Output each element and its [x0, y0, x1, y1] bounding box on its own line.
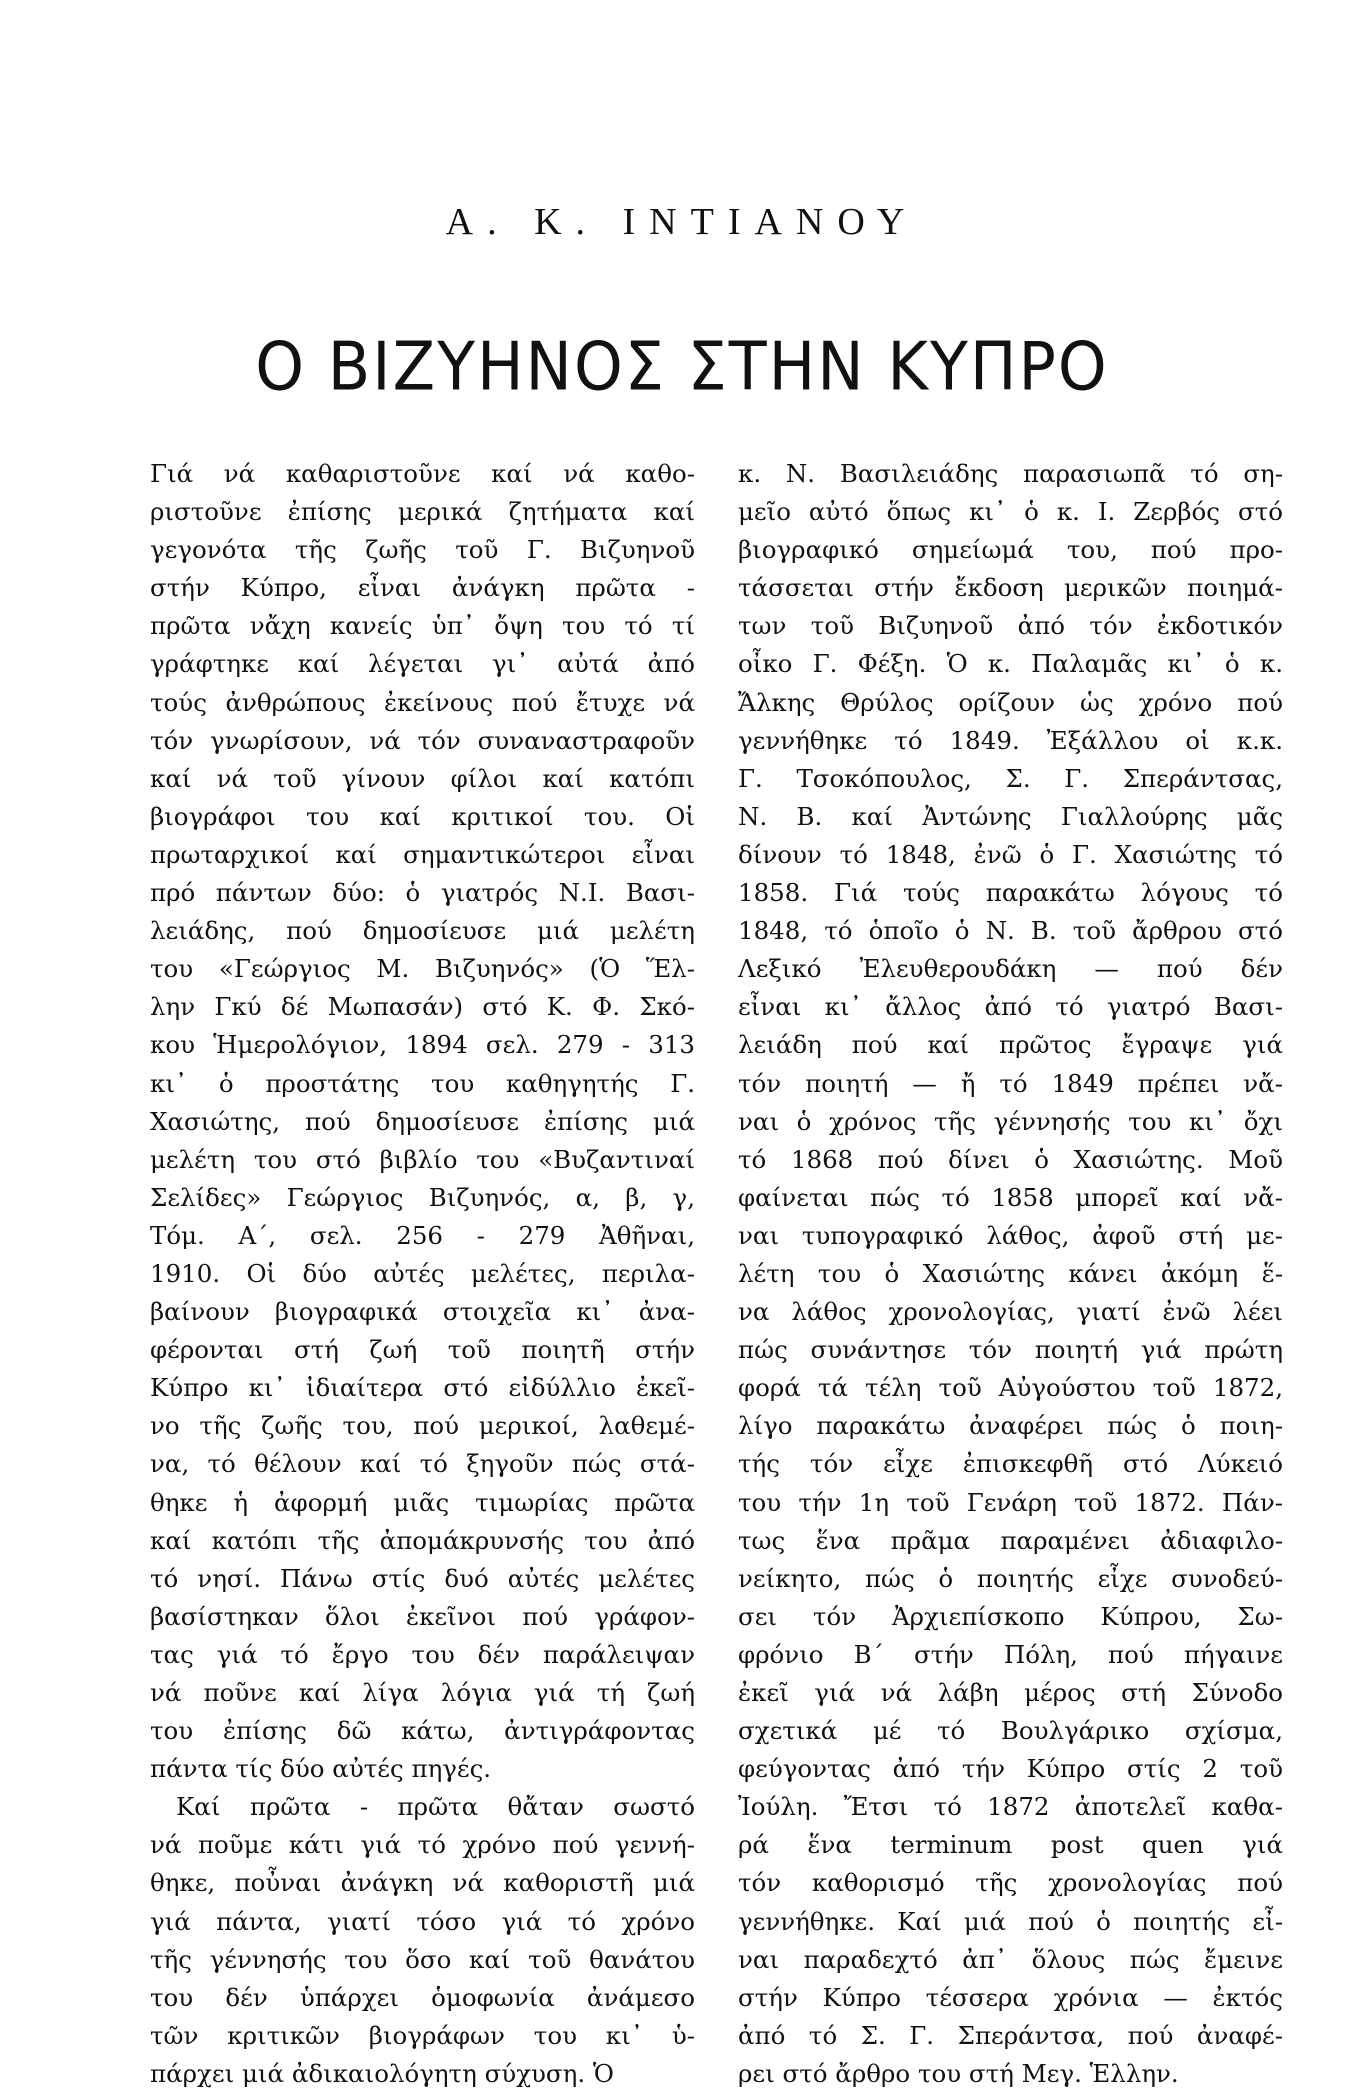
text-line: γεννήθηκε. Καί μιά πού ὁ ποιητής εἶ- [738, 1906, 1283, 1936]
text-line: του δέν ὑπάρχει ὁμοφωνία ἀνάμεσο [150, 1982, 695, 2012]
text-line: εἶναι κι᾿ ἄλλος ἀπό τό γιατρό Βασι- [738, 992, 1283, 1022]
text-line: βιογράφοι του καί κριτικοί του. Οἱ [150, 801, 695, 831]
text-line: Καί πρῶτα - πρῶτα θἄταν σωστό [176, 1792, 695, 1822]
text-line: μεῖο αὐτό ὅπως κι᾿ ὁ κ. Ι. Ζερβός στό [738, 497, 1283, 527]
text-line: Ἄλκης Θρύλος ορίζουν ὡς χρόνο πού [738, 687, 1283, 717]
text-line: Τόμ. Α΄, σελ. 256 - 279 Ἀθῆναι, [150, 1220, 695, 1250]
text-line: πώς συνάντησε τόν ποιητή γιά πρώτη [738, 1335, 1283, 1365]
text-line: βαίνουν βιογραφικά στοιχεῖα κι᾿ ἀνα- [150, 1297, 695, 1327]
text-line: Κύπρο κι᾿ ἰδιαίτερα στό εἰδύλλιο ἐκεῖ- [150, 1373, 695, 1403]
text-line: νείκητο, πώς ὁ ποιητής εἶχε συνοδεύ- [738, 1563, 1283, 1593]
text-line: φέρονται στή ζωή τοῦ ποιητῆ στήν [150, 1335, 695, 1365]
text-line: τούς ἀνθρώπους ἐκείνους πού ἔτυχε νά [150, 687, 695, 717]
text-line: ρά ἕνα terminum post quen γιά [738, 1830, 1283, 1860]
text-line: τας γιά τό ἔργο του δέν παράλειψαν [150, 1639, 695, 1669]
text-line: τόν γνωρίσουν, νά τόν συναναστραφοῦν [150, 725, 695, 755]
text-line: σει τόν Ἀρχιεπίσκοπο Κύπρου, Σω- [738, 1601, 1283, 1631]
text-line: βιογραφικό σημείωμά του, πού προ- [738, 535, 1283, 565]
text-line: τῶν κριτικῶν βιογράφων του κι᾿ ὑ- [150, 2020, 695, 2050]
text-line: τάσσεται στήν ἔκδοση μερικῶν ποιημά- [738, 573, 1283, 603]
text-line: τής τόν εἶχε ἐπισκεφθῆ στό Λύκειό [738, 1449, 1283, 1479]
left-text-column [150, 455, 695, 2093]
text-line: 1910. Οἱ δύο αὐτές μελέτες, περιλα- [150, 1258, 695, 1288]
text-line: νά ποῦμε κάτι γιά τό χρόνο πού γεννή- [150, 1830, 695, 1860]
text-line: λίγο παρακάτω ἀναφέρει πώς ὁ ποιη- [738, 1411, 1283, 1441]
text-line: Γ. Τσοκόπουλος, Σ. Γ. Σπεράντσας, [738, 763, 1283, 793]
text-line: γεννήθηκε τό 1849. Ἐξάλλου οἱ κ.κ. [738, 725, 1283, 755]
text-line: τό νησί. Πάνω στίς δυό αὐτές μελέτες [150, 1563, 695, 1593]
text-line: κ. Ν. Βασιλειάδης παρασιωπᾶ τό ση- [738, 459, 1283, 488]
text-line: λειάδης, πού δημοσίευσε μιά μελέτη [150, 916, 695, 946]
text-line: ναι τυπογραφικό λάθος, ἀφοῦ στή με- [738, 1220, 1283, 1250]
text-line: στήν Κύπρο τέσσερα χρόνια — ἐκτός [738, 1982, 1283, 2012]
author-name: Α. Κ. ΙΝΤΙΑΝΟΥ [445, 201, 919, 243]
text-line: μελέτη του στό βιβλίο του «Βυζαντιναί [150, 1144, 695, 1174]
text-line: φρόνιο Β΄ στήν Πόλη, πού πήγαινε [738, 1639, 1283, 1669]
text-line: λειάδη πού καί πρῶτος ἔγραψε γιά [738, 1030, 1283, 1060]
text-line: ριστοῦνε ἐπίσης μερικά ζητήματα καί [150, 497, 695, 527]
text-line: του «Γεώργιος Μ. Βιζυηνός» (Ὁ Ἕλ- [150, 954, 695, 984]
text-line: πάρχει μιά ἀδικαιολόγητη σύχυση. Ὁ [150, 2058, 614, 2088]
text-line: Λεξικό Ἐλευθερουδάκη — πού δέν [738, 954, 1283, 984]
text-line: λην Γκύ δέ Μωπασάν) στό Κ. Φ. Σκό- [150, 992, 695, 1022]
text-line: γεγονότα τῆς ζωῆς τοῦ Γ. Βιζυηνοῦ [150, 535, 695, 565]
text-line: τως ἕνα πρᾶμα παραμένει ἀδιαφιλο- [738, 1525, 1283, 1555]
text-line: 1858. Γιά τούς παρακάτω λόγους τό [738, 878, 1283, 908]
text-line: φορά τά τέλη τοῦ Αὐγούστου τοῦ 1872, [738, 1373, 1283, 1403]
text-line: Σελίδες» Γεώργιος Βιζυηνός, α, β, γ, [150, 1182, 695, 1212]
text-line: νά ποῦνε καί λίγα λόγια γιά τή ζωή [150, 1678, 695, 1707]
text-line: ναι παραδεχτό ἀπ᾿ ὅλους πώς ἔμεινε [738, 1944, 1283, 1974]
text-line: φεύγοντας ἀπό τήν Κύπρο στίς 2 τοῦ [738, 1754, 1283, 1784]
text-line: του ἐπίσης δῶ κάτω, ἀντιγράφοντας [150, 1716, 695, 1746]
text-line: φαίνεται πώς τό 1858 μπορεῖ καί νἄ- [738, 1182, 1283, 1212]
text-line: του τήν 1η τοῦ Γενάρη τοῦ 1872. Πάν- [738, 1487, 1283, 1517]
text-line: ναι ὁ χρόνος τῆς γέννησής του κι᾿ ὄχι [738, 1106, 1283, 1136]
text-line: θηκε, ποὖναι ἀνάγκη νά καθοριστῆ μιά [150, 1868, 695, 1898]
text-line: να, τό θέλουν καί τό ξηγοῦν πώς στά- [150, 1449, 695, 1479]
text-line: πρῶτα νἄχη κανείς ὑπ᾿ ὄψη του τό τί [150, 611, 695, 641]
text-line: θηκε ἡ ἀφορμή μιᾶς τιμωρίας πρῶτα [150, 1487, 695, 1517]
text-line: κου Ἡμερολόγιον, 1894 σελ. 279 - 313 [150, 1030, 695, 1060]
text-line: ρει στό ἄρθρο του στή Μεγ. Ἑλλην. [738, 2058, 1179, 2088]
text-line: πρωταρχικοί καί σημαντικώτεροι εἶναι [150, 839, 695, 869]
text-line: τόν καθορισμό τῆς χρονολογίας πού [738, 1868, 1283, 1898]
text-line: Ν. Β. καί Ἀντώνης Γιαλλούρης μᾶς [738, 801, 1283, 831]
text-line: τόν ποιητή — ἤ τό 1849 πρέπει νἄ- [738, 1068, 1283, 1098]
text-line: τό 1868 πού δίνει ὁ Χασιώτης. Μοῦ [738, 1144, 1283, 1174]
text-line: των τοῦ Βιζυηνοῦ ἀπό τόν ἐκδοτικόν [738, 611, 1283, 641]
text-line: Ἰούλη. Ἔτσι τό 1872 ἀποτελεῖ καθα- [738, 1792, 1283, 1822]
text-line: βασίστηκαν ὅλοι ἐκεῖνοι πού γράφον- [150, 1601, 695, 1631]
text-line: πρό πάντων δύο: ὁ γιατρός Ν.Ι. Βασι- [150, 878, 695, 908]
text-line: ἐκεῖ γιά νά λάβη μέρος στή Σύνοδο [738, 1678, 1283, 1707]
text-line: νο τῆς ζωῆς του, πού μερικοί, λαθεμέ- [150, 1411, 695, 1441]
right-text-column [738, 455, 1283, 2093]
text-line: κι᾿ ὁ προστάτης του καθηγητής Γ. [150, 1068, 695, 1098]
text-line: λέτη του ὁ Χασιώτης κάνει ἀκόμη ἕ- [738, 1258, 1283, 1288]
text-line: Χασιώτης, πού δημοσίευσε ἐπίσης μιά [150, 1106, 695, 1136]
text-line: πάντα τίς δύο αὐτές πηγές. [150, 1754, 492, 1784]
text-line: καί κατόπι τῆς ἀπομάκρυνσής του ἀπό [150, 1525, 695, 1555]
text-line: δίνουν τό 1848, ἐνῶ ὁ Γ. Χασιώτης τό [738, 839, 1283, 869]
text-line: οἶκο Γ. Φέξη. Ὁ κ. Παλαμᾶς κι᾿ ὁ κ. [738, 649, 1283, 679]
text-line: γράφτηκε καί λέγεται γι᾿ αὐτά ἀπό [150, 649, 695, 679]
text-line: καί νά τοῦ γίνουν φίλοι καί κατόπι [150, 763, 695, 793]
text-line: σχετικά μέ τό Βουλγάρικο σχίσμα, [738, 1716, 1283, 1746]
text-line: 1848, τό ὁποῖο ὁ Ν. Β. τοῦ ἄρθρου στό [738, 916, 1283, 946]
text-line: στήν Κύπρο, εἶναι ἀνάγκη πρῶτα - [150, 573, 695, 603]
article-title: Ο ΒΙΖΥΗΝΟΣ ΣΤΗΝ ΚΥΠΡΟ [255, 327, 1109, 406]
text-line: τῆς γέννησής του ὅσο καί τοῦ θανάτου [150, 1944, 695, 1974]
text-line: να λάθος χρονολογίας, γιατί ἐνῶ λέει [738, 1297, 1283, 1327]
text-line: ἀπό τό Σ. Γ. Σπεράντσα, πού ἀναφέ- [738, 2020, 1283, 2050]
text-line: γιά πάντα, γιατί τόσο γιά τό χρόνο [150, 1906, 695, 1936]
text-line: Γιά νά καθαριστοῦνε καί νά καθο- [150, 459, 695, 488]
